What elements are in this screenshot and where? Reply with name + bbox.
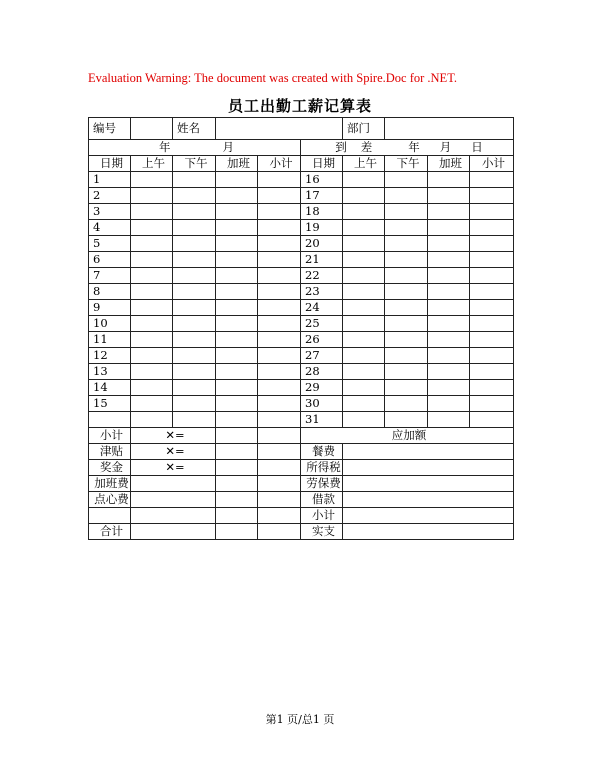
total-cell-1[interactable] [131,524,216,540]
am-left-cell[interactable] [131,220,173,236]
col-ot-right: 加班 [428,156,470,172]
period-month2: 月 [439,140,452,154]
net-pay-label: 实支 [301,524,343,540]
subtotal-right-cell[interactable] [470,316,514,332]
name-label: 姓名 [173,118,216,140]
subtotal-left-cell[interactable] [258,204,301,220]
table-row [89,364,514,380]
day-left: 3 [89,204,131,220]
pm-left-cell[interactable] [173,236,216,252]
subtotal-right-cell[interactable] [470,284,514,300]
subtotal-right-cell[interactable] [470,188,514,204]
am-left-cell[interactable] [131,236,173,252]
pm-left-cell[interactable] [173,252,216,268]
day-right: 27 [301,348,343,364]
col-subtotal-left: 小计 [258,156,301,172]
ot-left-cell[interactable] [216,364,258,380]
allowance-multiply: ✕= [131,444,216,460]
ot-right-cell[interactable] [428,220,470,236]
am-right-cell[interactable] [343,236,385,252]
income-tax-field[interactable] [343,460,514,476]
subtotal-right-cell[interactable] [470,364,514,380]
pm-left-cell[interactable] [173,268,216,284]
am-left-cell[interactable] [131,300,173,316]
am-left-cell[interactable] [131,348,173,364]
total-cell-2[interactable] [216,524,258,540]
subtotal-left-cell[interactable] [258,380,301,396]
am-left-cell[interactable] [131,204,173,220]
am-right-cell[interactable] [343,364,385,380]
pm-right-cell[interactable] [385,268,428,284]
col-am-left: 上午 [131,156,173,172]
col-ot-left: 加班 [216,156,258,172]
bonus-cell-1[interactable] [216,460,258,476]
pm-left-cell[interactable] [173,188,216,204]
ot-left-cell[interactable] [216,236,258,252]
col-pm-left: 下午 [173,156,216,172]
subtotal-right-cell[interactable] [470,348,514,364]
meal-label: 餐费 [301,444,343,460]
subtotal-right-cell[interactable] [470,300,514,316]
day-left: 11 [89,332,131,348]
overtime-fee-cell-2[interactable] [216,476,258,492]
day-right: 19 [301,220,343,236]
loan-label: 借款 [301,492,343,508]
subtotal-left-cell[interactable] [258,300,301,316]
day-left: 9 [89,300,131,316]
summary-row-subtotal [89,428,514,444]
col-pm-right: 下午 [385,156,428,172]
ot-right-cell[interactable] [428,300,470,316]
day-left: 7 [89,268,131,284]
page-title: 员工出勤工薪记算表 [227,97,372,115]
subtotal-right-cell[interactable] [470,252,514,268]
pm-left-cell[interactable] [173,204,216,220]
additions-label: 应加额 [301,428,514,444]
pm-left-cell[interactable] [173,300,216,316]
pm-right-cell[interactable] [385,364,428,380]
subtotal-right-cell[interactable] [470,380,514,396]
pm-right-cell[interactable] [385,220,428,236]
subtotal-left-cell[interactable] [258,188,301,204]
am-left-cell[interactable] [131,396,173,412]
blank-cell-1[interactable] [131,508,216,524]
day-right: 20 [301,236,343,252]
ot-left-cell[interactable] [216,396,258,412]
day-left: 12 [89,348,131,364]
am-right-cell[interactable] [343,300,385,316]
table-row [89,268,514,284]
pm-right-cell[interactable] [385,284,428,300]
table-row [89,380,514,396]
day-right: 22 [301,268,343,284]
period-year2: 年 [408,140,420,154]
income-tax-label: 所得税 [301,460,343,476]
am-left-cell[interactable] [131,252,173,268]
summary-row-snack-fee [89,492,514,508]
net-pay-field[interactable] [343,524,514,540]
dept-field[interactable] [385,118,514,140]
period-to: 到 [335,140,347,154]
period-right [301,140,514,156]
snack-fee-cell-2[interactable] [216,492,258,508]
ot-left-cell[interactable] [216,316,258,332]
subtotal-left-cell[interactable] [258,172,301,188]
pm-right-cell[interactable] [385,172,428,188]
day-right: 23 [301,284,343,300]
allowance-cell-1[interactable] [216,444,258,460]
am-left-cell[interactable] [131,380,173,396]
summary-row-total [89,524,514,540]
day-right: 18 [301,204,343,220]
table-row [89,172,514,188]
pm-left-cell[interactable] [173,284,216,300]
pm-right-cell[interactable] [385,188,428,204]
ot-right-cell[interactable] [428,188,470,204]
day-right: 29 [301,380,343,396]
column-header-row [89,156,514,172]
bonus-label: 奖金 [89,460,131,476]
day-left: 13 [89,364,131,380]
am-left-cell[interactable] [131,172,173,188]
ot-left-cell[interactable] [216,252,258,268]
day-right: 24 [301,300,343,316]
pm-left-cell[interactable] [173,220,216,236]
table-row [89,300,514,316]
am-right-cell[interactable] [343,252,385,268]
page-footer: 第1 页/总1 页 [265,713,335,726]
period-row [89,140,514,156]
am-left-cell[interactable] [131,332,173,348]
ot-left-cell[interactable] [216,172,258,188]
summary-row-overtime-fee [89,476,514,492]
ot-right-cell[interactable] [428,204,470,220]
am-right-cell[interactable] [343,396,385,412]
subtotal-right-cell[interactable] [470,220,514,236]
table-row [89,316,514,332]
pm-left-cell[interactable] [173,332,216,348]
ot-left-cell[interactable] [216,204,258,220]
bonus-cell-2[interactable] [258,460,301,476]
subtotal-cell-2[interactable] [258,428,301,444]
am-left-cell[interactable] [131,364,173,380]
day-right: 26 [301,332,343,348]
subtotal-left-cell[interactable] [258,252,301,268]
table-row [89,236,514,252]
day-right: 16 [301,172,343,188]
snack-fee-label: 点心费 [89,492,131,508]
day-left: 6 [89,252,131,268]
subtotal-right-cell[interactable] [470,172,514,188]
ot-right-cell[interactable] [428,284,470,300]
subtotal-right-cell[interactable] [470,268,514,284]
period-left [89,140,301,156]
subtotal-cell-1[interactable] [216,428,258,444]
table-row [89,220,514,236]
ot-right-cell[interactable] [428,412,470,428]
subtotal-multiply: ✕= [131,428,216,444]
day-right: 25 [301,316,343,332]
am-right-cell[interactable] [343,412,385,428]
blank-label [89,508,131,524]
ot-left-cell[interactable] [216,348,258,364]
pm-left-cell[interactable] [173,396,216,412]
name-field[interactable] [216,118,343,140]
subtotal-left-cell[interactable] [258,236,301,252]
am-right-cell[interactable] [343,316,385,332]
am-left-cell[interactable] [131,412,173,428]
day-right: 21 [301,252,343,268]
am-right-cell[interactable] [343,204,385,220]
am-left-cell[interactable] [131,284,173,300]
ot-right-cell[interactable] [428,364,470,380]
summary-row-allowance [89,444,514,460]
am-right-cell[interactable] [343,348,385,364]
insurance-label: 劳保费 [301,476,343,492]
pm-right-cell[interactable] [385,316,428,332]
subtotal-left-cell[interactable] [258,220,301,236]
day-left: 1 [89,172,131,188]
pm-right-cell[interactable] [385,396,428,412]
pm-left-cell[interactable] [173,172,216,188]
total-cell-3[interactable] [258,524,301,540]
day-right: 30 [301,396,343,412]
ot-left-cell[interactable] [216,188,258,204]
table-row [89,412,514,428]
period-day2: 日 [471,140,483,154]
table-row [89,204,514,220]
blank-cell-2[interactable] [216,508,258,524]
ot-left-cell[interactable] [216,220,258,236]
bonus-multiply: ✕= [131,460,216,476]
ot-right-cell[interactable] [428,268,470,284]
pm-right-cell[interactable] [385,412,428,428]
col-subtotal-right: 小计 [470,156,514,172]
pm-left-cell[interactable] [173,412,216,428]
col-am-right: 上午 [343,156,385,172]
summary-row-blank [89,508,514,524]
subtotal-right-cell[interactable] [470,236,514,252]
ot-right-cell[interactable] [428,172,470,188]
day-left: 15 [89,396,131,412]
ot-right-cell[interactable] [428,236,470,252]
am-right-cell[interactable] [343,332,385,348]
day-left: 8 [89,284,131,300]
table-row [89,348,514,364]
pm-right-cell[interactable] [385,332,428,348]
am-left-cell[interactable] [131,268,173,284]
day-left [89,412,131,428]
am-right-cell[interactable] [343,220,385,236]
ot-left-cell[interactable] [216,300,258,316]
subtotal-right-cell[interactable] [470,396,514,412]
number-field[interactable] [131,118,173,140]
pm-right-cell[interactable] [385,236,428,252]
allowance-label: 津贴 [89,444,131,460]
table-row [89,284,514,300]
am-left-cell[interactable] [131,188,173,204]
subtotal-left-cell[interactable] [258,316,301,332]
pm-left-cell[interactable] [173,380,216,396]
loan-field[interactable] [343,492,514,508]
pm-right-cell[interactable] [385,348,428,364]
subtotal-left-cell[interactable] [258,396,301,412]
meal-field[interactable] [343,444,514,460]
am-right-cell[interactable] [343,172,385,188]
ot-right-cell[interactable] [428,252,470,268]
snack-fee-cell-1[interactable] [131,492,216,508]
insurance-field[interactable] [343,476,514,492]
overtime-fee-cell-1[interactable] [131,476,216,492]
ot-left-cell[interactable] [216,284,258,300]
dept-label: 部门 [343,118,385,140]
period-year: 年 [159,140,171,154]
pm-right-cell[interactable] [385,252,428,268]
ot-right-cell[interactable] [428,332,470,348]
am-right-cell[interactable] [343,188,385,204]
pm-right-cell[interactable] [385,380,428,396]
blank-cell-3[interactable] [258,508,301,524]
table-row [89,188,514,204]
overtime-fee-cell-3[interactable] [258,476,301,492]
header-row [89,118,514,140]
table-row [89,396,514,412]
pm-right-cell[interactable] [385,204,428,220]
am-right-cell[interactable] [343,380,385,396]
subtotal-left-cell[interactable] [258,268,301,284]
ot-left-cell[interactable] [216,332,258,348]
ot-left-cell[interactable] [216,268,258,284]
overtime-fee-label: 加班费 [89,476,131,492]
total-label: 合计 [89,524,131,540]
subtotal-left-cell[interactable] [258,332,301,348]
subtotal-right-cell[interactable] [470,204,514,220]
ot-left-cell[interactable] [216,412,258,428]
col-date-right: 日期 [301,156,343,172]
subtotal-left-cell[interactable] [258,348,301,364]
subtotal-right-cell[interactable] [470,412,514,428]
table-row [89,332,514,348]
am-right-cell[interactable] [343,268,385,284]
am-right-cell[interactable] [343,284,385,300]
table-row [89,252,514,268]
snack-fee-cell-3[interactable] [258,492,301,508]
day-left: 2 [89,188,131,204]
day-left: 5 [89,236,131,252]
number-label: 编号 [89,118,131,140]
subtotal-right-cell[interactable] [470,332,514,348]
attendance-salary-table [88,117,514,540]
pm-right-cell[interactable] [385,300,428,316]
period-diff: 差 [360,140,373,154]
right-subtotal-field[interactable] [343,508,514,524]
ot-right-cell[interactable] [428,316,470,332]
allowance-cell-2[interactable] [258,444,301,460]
ot-right-cell[interactable] [428,396,470,412]
ot-right-cell[interactable] [428,348,470,364]
day-left: 14 [89,380,131,396]
day-right: 28 [301,364,343,380]
ot-right-cell[interactable] [428,380,470,396]
subtotal-left-cell[interactable] [258,364,301,380]
day-left: 4 [89,220,131,236]
day-right: 17 [301,188,343,204]
am-left-cell[interactable] [131,316,173,332]
pm-left-cell[interactable] [173,348,216,364]
pm-left-cell[interactable] [173,364,216,380]
day-left: 10 [89,316,131,332]
subtotal-left-cell[interactable] [258,412,301,428]
subtotal-label: 小计 [89,428,131,444]
subtotal-left-cell[interactable] [258,284,301,300]
summary-row-bonus [89,460,514,476]
ot-left-cell[interactable] [216,380,258,396]
pm-left-cell[interactable] [173,316,216,332]
day-right: 31 [301,412,343,428]
period-month: 月 [222,140,234,154]
evaluation-warning: Evaluation Warning: The document was created with Spire.Doc for .NET. [88,71,458,85]
col-date-left: 日期 [89,156,131,172]
right-subtotal-label: 小计 [301,508,343,524]
